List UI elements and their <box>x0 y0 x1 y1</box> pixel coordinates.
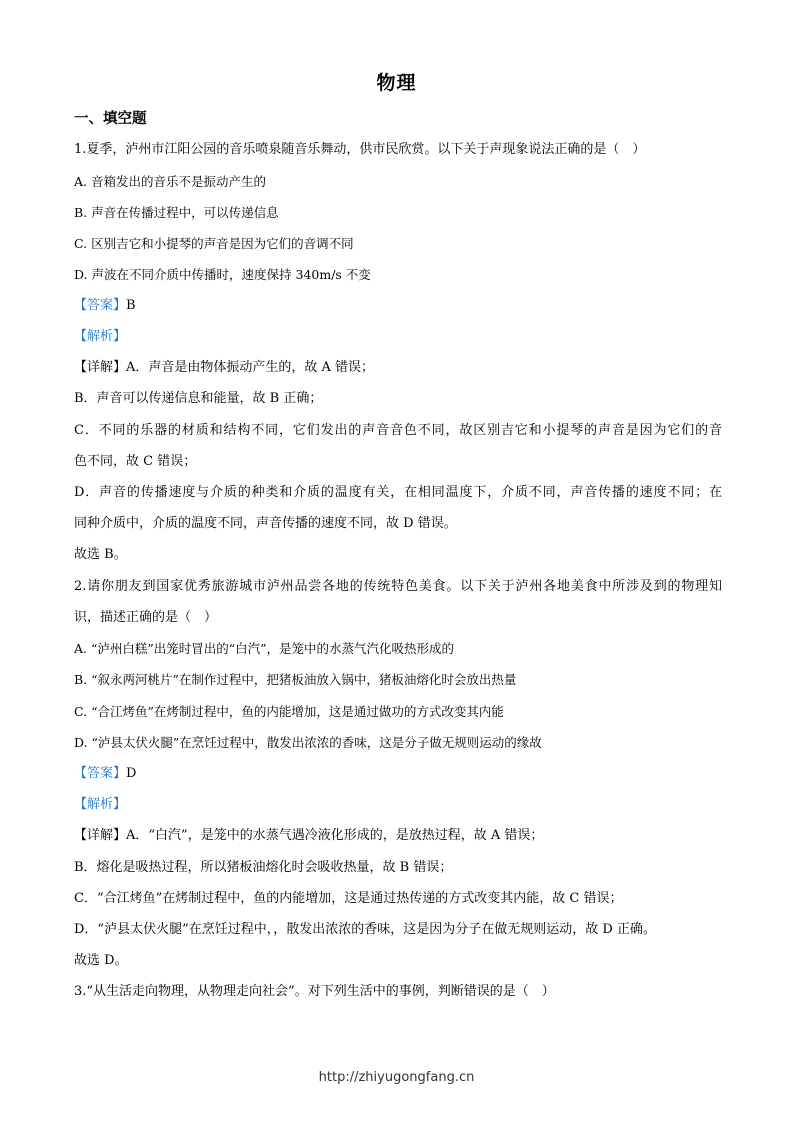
question-2-analysis-label: 【解析】 <box>74 797 127 812</box>
question-1-detail-d-line2: 同种介质中，介质的温度不同，声音传播的速度不同，故 D 错误。 <box>74 516 457 531</box>
detail-label: 【详解】 <box>74 828 127 843</box>
question-2-option-a: A. “泸州白糕”出笼时冒出的“白汽”，是笼中的水蒸气汽化吸热形成的 <box>74 641 455 656</box>
question-1-option-d: D. 声波在不同介质中传播时，速度保持 340m/s 不变 <box>74 267 371 282</box>
question-1-detail-c-line1: C．不同的乐器的材质和结构不同，它们发出的声音音色不同，故区别吉它和小提琴的声音是因为它们的音 <box>74 423 722 438</box>
question-2-detail-a <box>74 827 543 845</box>
detail-text: A．声音是由物体振动产生的，故 A 错误； <box>126 360 375 375</box>
question-1-option-c: C. 区别吉它和小提琴的声音是因为它们的音调不同 <box>74 236 354 251</box>
question-1-stem: 1.夏季，泸州市江阳公园的音乐喷泉随音乐舞动，供市民欣赏。以下关于声现象说法正确的是（ ） <box>74 142 646 157</box>
section-heading: 一、填空题 <box>74 110 147 127</box>
footer-url: http://zhiyugongfang.cn <box>318 1070 475 1085</box>
question-1-option-a: A. 音箱发出的音乐不是振动产生的 <box>74 174 266 189</box>
question-2-option-d: D. “泸县太伏火腿”在烹饪过程中，散发出浓浓的香味，这是分子做无规则运动的缘故 <box>74 735 542 750</box>
question-3-stem: 3.“从生活走向物理，从物理走向社会”。对下列生活中的事例，判断错误的是（ ） <box>74 984 555 999</box>
question-1-detail-c-line2: 色不同，故 C 错误； <box>74 454 197 469</box>
question-2-detail-c: C．“合江烤鱼”在烤制过程中，鱼的内能增加，这是通过热传递的方式改变其内能，故 C 错误； <box>74 891 623 906</box>
question-1-detail-a <box>74 359 374 377</box>
question-1-option-b: B. 声音在传播过程中，可以传递信息 <box>74 205 279 220</box>
answer-value: D <box>126 766 137 781</box>
question-2-stem-line2: 识，描述正确的是（ ） <box>74 610 218 625</box>
detail-text: A．“白汽”，是笼中的水蒸气遇冷液化形成的，是放热过程，故 A 错误； <box>126 828 544 843</box>
question-2-detail-d: D．“泸县太伏火腿”在烹饪过程中，，散发出浓浓的香味，这是因为分子在做无规则运动，故 D 正确。 <box>74 922 656 937</box>
answer-label: 【答案】 <box>74 766 127 781</box>
question-1-detail-d-line1: D．声音的传播速度与介质的种类和介质的温度有关，在相同温度下，介质不同，声音传播的速度不同；在 <box>74 485 722 500</box>
question-1-analysis-label: 【解析】 <box>74 329 127 344</box>
detail-label: 【详解】 <box>74 360 127 375</box>
page-title: 物理 <box>376 72 417 94</box>
answer-value: B <box>126 298 136 313</box>
question-2-option-b: B. “叙永两河桃片”在制作过程中，把猪板油放入锅中，猪板油熔化时会放出热量 <box>74 672 517 687</box>
answer-label: 【答案】 <box>74 298 127 313</box>
question-1-answer <box>74 297 136 315</box>
question-2-option-c: C. “合江烤鱼”在烤制过程中，鱼的内能增加，这是通过做功的方式改变其内能 <box>74 704 504 719</box>
question-1-detail-b: B．声音可以传递信息和能量，故 B 正确； <box>74 391 323 406</box>
question-2-detail-b: B．熔化是吸热过程，所以猪板油熔化时会吸收热量，故 B 错误； <box>74 860 453 875</box>
question-2-stem-line1: 2.请你朋友到国家优秀旅游城市泸州品尝各地的传统特色美食。以下关于泸州各地美食中所涉及到的物理知 <box>74 579 722 594</box>
question-2-answer <box>74 765 136 783</box>
question-2-conclusion: 故选 D。 <box>74 953 128 968</box>
question-1-conclusion: 故选 B。 <box>74 547 127 562</box>
